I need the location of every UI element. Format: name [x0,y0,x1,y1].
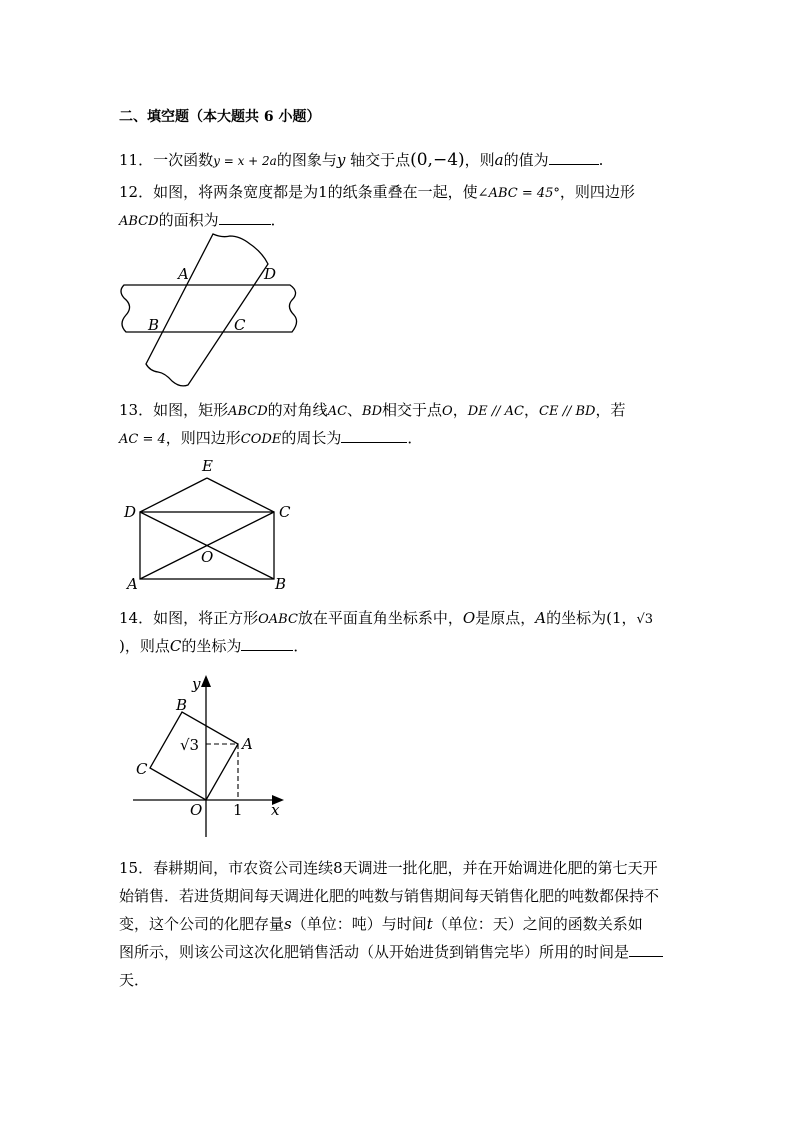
q11-y: y [336,151,346,169]
question-15-line4 [119,942,663,962]
q13-ac4: AC = 4 [119,432,166,447]
q13-ac: AC [327,404,348,419]
q13-text: 如图，矩形 [153,401,229,419]
q14-end: ． [293,637,309,655]
q13-text: 、 [347,401,363,419]
q12-text: 的面积为 [158,211,219,229]
label-one: 1 [233,801,243,819]
label-C: C [234,316,246,334]
q14-sqrt3: √3 [636,612,654,627]
label-C: C [136,760,148,778]
q11-text: 轴交于点 [345,151,411,169]
square-oabc [150,712,238,800]
q14-oabc: OABC [258,612,298,627]
q14-text: 放在平面直角坐标系中， [297,609,463,627]
q13-bd: BD [362,404,383,419]
q13-text: 的对角线 [267,401,328,419]
q13-text: 相交于点 [382,401,443,419]
y-axis-arrow [201,675,211,687]
question-15-line3 [119,914,643,934]
q13-abcd: ABCD [228,404,268,419]
q12-text: 的纸条重叠在一起，使 [327,183,478,201]
label-C: C [279,503,291,521]
section-title: 二、填空题（本大题共 6 小题） [119,109,321,125]
q13-text: ，则四边形 [165,429,241,447]
q15-text: 15．春耕期间，市农资公司连续 [119,859,334,877]
q11-text: 的值为 [503,151,549,169]
label-y: y [192,675,201,693]
answer-blank[interactable] [629,942,663,957]
label-x: x [271,801,280,819]
q12-end: ． [270,211,286,229]
q11-point: (0,−4) [410,150,465,170]
q12-angle: ∠ABC = 45° [477,186,560,201]
q15-text: （单位：吨）与时间 [291,915,427,933]
q11-equation: y = x + 2a [213,154,277,168]
q11-a: a [494,151,504,169]
q15-eight: 8 [333,859,343,877]
q12-text: ，则四边形 [559,183,635,201]
q14-number: 14． [119,609,154,627]
q14-text: 是原点， [475,609,536,627]
label-E: E [202,457,213,475]
q15-t: t [426,915,433,933]
label-B: B [148,316,160,334]
q11-text: 的图象与 [276,151,337,169]
q13-o: O [442,404,453,419]
label-A: A [178,265,189,283]
q14-text: 如图，将正方形 [153,609,259,627]
q11-number: 11． [119,151,154,169]
q14-o: O [462,609,476,627]
q15-text: （单位：天）之间的函数关系如 [432,915,643,933]
label-B: B [176,696,188,714]
q14-text: 的坐标为(1， [546,609,637,627]
q12-width: 1 [318,183,328,201]
q15-text: 变，这个公司的化肥存量 [119,915,285,933]
q11-text: 一次函数 [153,151,214,169]
q13-text: ，若 [595,401,626,419]
question-15-line1 [119,858,658,878]
question-15-line5: 天． [119,971,150,989]
label-A: A [127,575,138,593]
q13-de-ac: DE // AC [467,404,525,419]
label-A: A [242,735,253,753]
q14-a: A [535,609,547,627]
q14-c: C [169,637,182,655]
q12-number: 12． [119,183,154,201]
q14-text: 的坐标为 [181,637,242,655]
label-D: D [124,503,137,521]
label-O: O [201,548,214,566]
question-15-line2: 始销售．若进货期间每天调进化肥的吨数与销售期间每天销售化肥的吨数都保持不 [119,887,660,905]
q12-text: 如图，将两条宽度都是为 [153,183,319,201]
q13-number: 13． [119,401,154,419]
q13-end: ． [407,429,423,447]
q15-text: 图所示，则该公司这次化肥销售活动（从开始进货到销售完毕）所用的时间是 [119,943,630,961]
label-B: B [275,575,287,593]
q13-code: CODE [240,432,282,447]
q15-s: s [284,915,292,933]
q12-abcd: ABCD [119,214,159,229]
label-sqrt3: √3 [180,736,200,754]
q11-text: ，则 [464,151,495,169]
q13-ce-bd: CE // BD [539,404,596,419]
q13-text: 的周长为 [281,429,342,447]
q14-text: )，则点 [119,637,170,655]
q15-text: 天调进一批化肥，并在开始调进化肥的第七天开 [342,859,658,877]
label-D: D [264,265,277,283]
q11-end: . [598,151,604,169]
q13-text: ， [452,401,468,419]
q13-text: ， [524,401,540,419]
label-O: O [190,801,203,819]
